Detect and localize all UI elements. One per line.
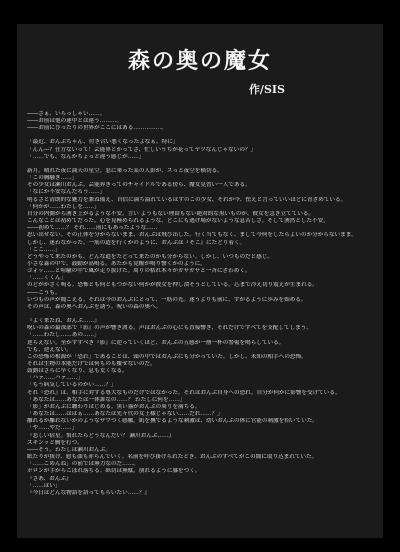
paragraph	[27, 111, 373, 132]
text-line: その声は、森の奥へおんぶを誘う。呪いの森の奥へ。	[27, 303, 162, 310]
text-line: ――さぁ、いらっしゃい……。	[27, 111, 106, 117]
text-line: 離れるか離れないかのようなザワつく感触。肌を撫でるような刺激は、幼いおんぶの体に官能の刺激を招いていた。	[27, 418, 318, 425]
text-line: ゴォッ……と喧騒の中で風が走り抜けた。周りの枯れ木々がガサガサと一斉にざわめく。	[27, 268, 251, 275]
text-line: 「……はい」	[27, 482, 61, 489]
text-line: 「ここ……」	[27, 246, 61, 253]
text-line: それ『恐れ』は、相手に対する尊大なものだけではなかった。それはおんぶ自身への恐れ。自分が何かに影響を受けている。	[27, 389, 341, 396]
text-line: それは生物の本能だけでは何ものも覆せないのだ。	[27, 361, 156, 367]
text-line: 逆らえない。至かすすべき『影』に逆っていくほど、おんぶの五感が一層一杯の警報を鳴らしている。	[27, 339, 285, 346]
text-line: 眠たりが抜け、慰も顔も赤らんでいく。名前を呼び掛けられたとき、おんぶのすべてがこの闇に取り込まれていた。	[27, 454, 318, 461]
text-line: 「なにか不安なんだろう……」	[27, 189, 106, 196]
document-page	[17, 24, 383, 538]
text-line: 「や……やだ……」	[27, 425, 78, 432]
text-line: その少女は瀬川おんぶ。芸能界きってのチャイドルである傍ら、魔女見習い一人である。	[27, 182, 251, 189]
text-line: ――お前にぴったりの世界がここにはある……………。	[27, 125, 167, 132]
text-line: 小さな森の中で、鼓動が高鳴る。あたかも覚醒が鳴り響くかのように。	[27, 260, 206, 267]
text-line: 「……ごめんね」の前では無力なのだ……。	[27, 461, 139, 468]
text-line: 鼓動はさらに早くなり、息も荒くなる。	[27, 368, 128, 375]
text-line: 「あなたは……ははぁ……あなたは先々代の女王様じゃない……だれ……？」	[27, 411, 223, 418]
text-line: のどがかさく鳴る。恐怖とも何ともつかない何かが彼女を押し潰そうとしている。芯まで冷え切り震えが生まれる。	[27, 282, 318, 289]
text-line: 「……くくん」	[27, 275, 67, 282]
text-line: 思い出せない。その正体を分からないまま、おんぶは飛び出した。行く当てもなく、まして今何をしたらよいのか分からないまま。	[27, 232, 357, 239]
paragraph	[27, 168, 373, 311]
text-line: 「……わたし……あの……」	[27, 332, 100, 339]
text-line: 『よく来たね、おんぶ……』	[27, 318, 100, 325]
text-line: どうやって来たのかも、どんな道をたどって来たのかも分からない。しかし、いつものだと感じ。	[27, 253, 274, 260]
text-line: 新月。晴れた夜に満天の星空。窓に乗った某の人影が、スっと夜空を横切る。	[27, 167, 223, 174]
text-line: ――初めて……？ それ……前にもあったような……	[27, 225, 158, 232]
text-line: ――お前は他の連中とは違う………。	[27, 118, 123, 125]
text-line: ――そう。わたしは瀬川おんぶ。	[27, 446, 112, 453]
text-line: 「……でも、なんかちょっと違う感じが……」	[27, 153, 145, 160]
text-line: 「もう病気しているのかい……？」	[27, 382, 117, 389]
text-line: こんなことは初めてだった。心を見極められるような、どこにも逃げ場がないような息苦しさ。そして湧然とした不安。	[27, 218, 329, 225]
text-line: 明るさと清朗的な魅力を兼ね備え、自信に満ち溢れているはずのこの少女、それが今、怯えと言っていいほどに青ざめている。	[27, 196, 347, 203]
story-body	[27, 111, 373, 497]
text-line: 呪いの森の最深部で『影』の声が響き渡る。声はおんぶの心にも直接響き、それだけですべてを支配してしまう。	[27, 325, 312, 332]
text-line: 「この胸騒ぎ……」	[27, 175, 78, 182]
text-line: 「ハァ……ハァ……」	[27, 375, 83, 382]
text-line: 『悲しい宿星。慣れたらどうなんだい？ 瀬川おんぶ……』	[27, 432, 175, 439]
text-line: 自分の内側から湧き上がるような不安。言い ようもない理由もない絶対的な黒いものが、彼女を急き立てている。	[27, 210, 315, 217]
text-line: 『さあ、おんぶ』	[27, 475, 72, 482]
text-line: いつもの声が聞こえる。それは今のおんぶにとって、一筋の光。迷うよりも前に、すがるように歩みを始める。	[27, 296, 307, 303]
text-line: 「あなたは……あなたは一体誰なの……？ わたしに何を……」	[27, 396, 186, 403]
text-line: でも、逆えない。	[27, 346, 72, 353]
story-author: 作/SIS	[248, 83, 285, 96]
text-line: 「何かが……わたしを……」	[27, 203, 100, 210]
paragraph	[27, 318, 373, 497]
text-line: ズキンッと胸を打つ。	[27, 439, 83, 446]
text-line: ポロンが手からこぼれ落ちる。紙切は無駄。崩れるように膝をつく。	[27, 468, 201, 475]
text-line: この恐怖の根源が「恐れ」であることは、頭の中ではおんぶにも分かっていた。しかし、未知の相手への恐怖。	[27, 353, 307, 360]
text-line: しかし、迷わなかった。一筋の道を行くかのように、おんぶは『そこ』にたどり着く。	[27, 239, 246, 246]
text-line: 「影」がおんぶに纏わりはじめる。黒い霧がおんぶの周りを満ちる。	[27, 403, 201, 410]
text-line: 「んん―？仕方ないって！芸能界とかってさ、忙しいうちが花ってヤツなんじゃないの？」	[27, 146, 257, 153]
text-line: 「最近、おんぶちゃん、付き合い悪くなったよなぁ。特に」	[27, 139, 179, 146]
story-title: 森の奥の魔女	[127, 48, 272, 74]
paragraph	[27, 139, 373, 160]
text-line: ――こうも。	[27, 289, 61, 296]
text-line: 『今日はどんな物語を語ってもらいたい……？』	[27, 489, 151, 496]
